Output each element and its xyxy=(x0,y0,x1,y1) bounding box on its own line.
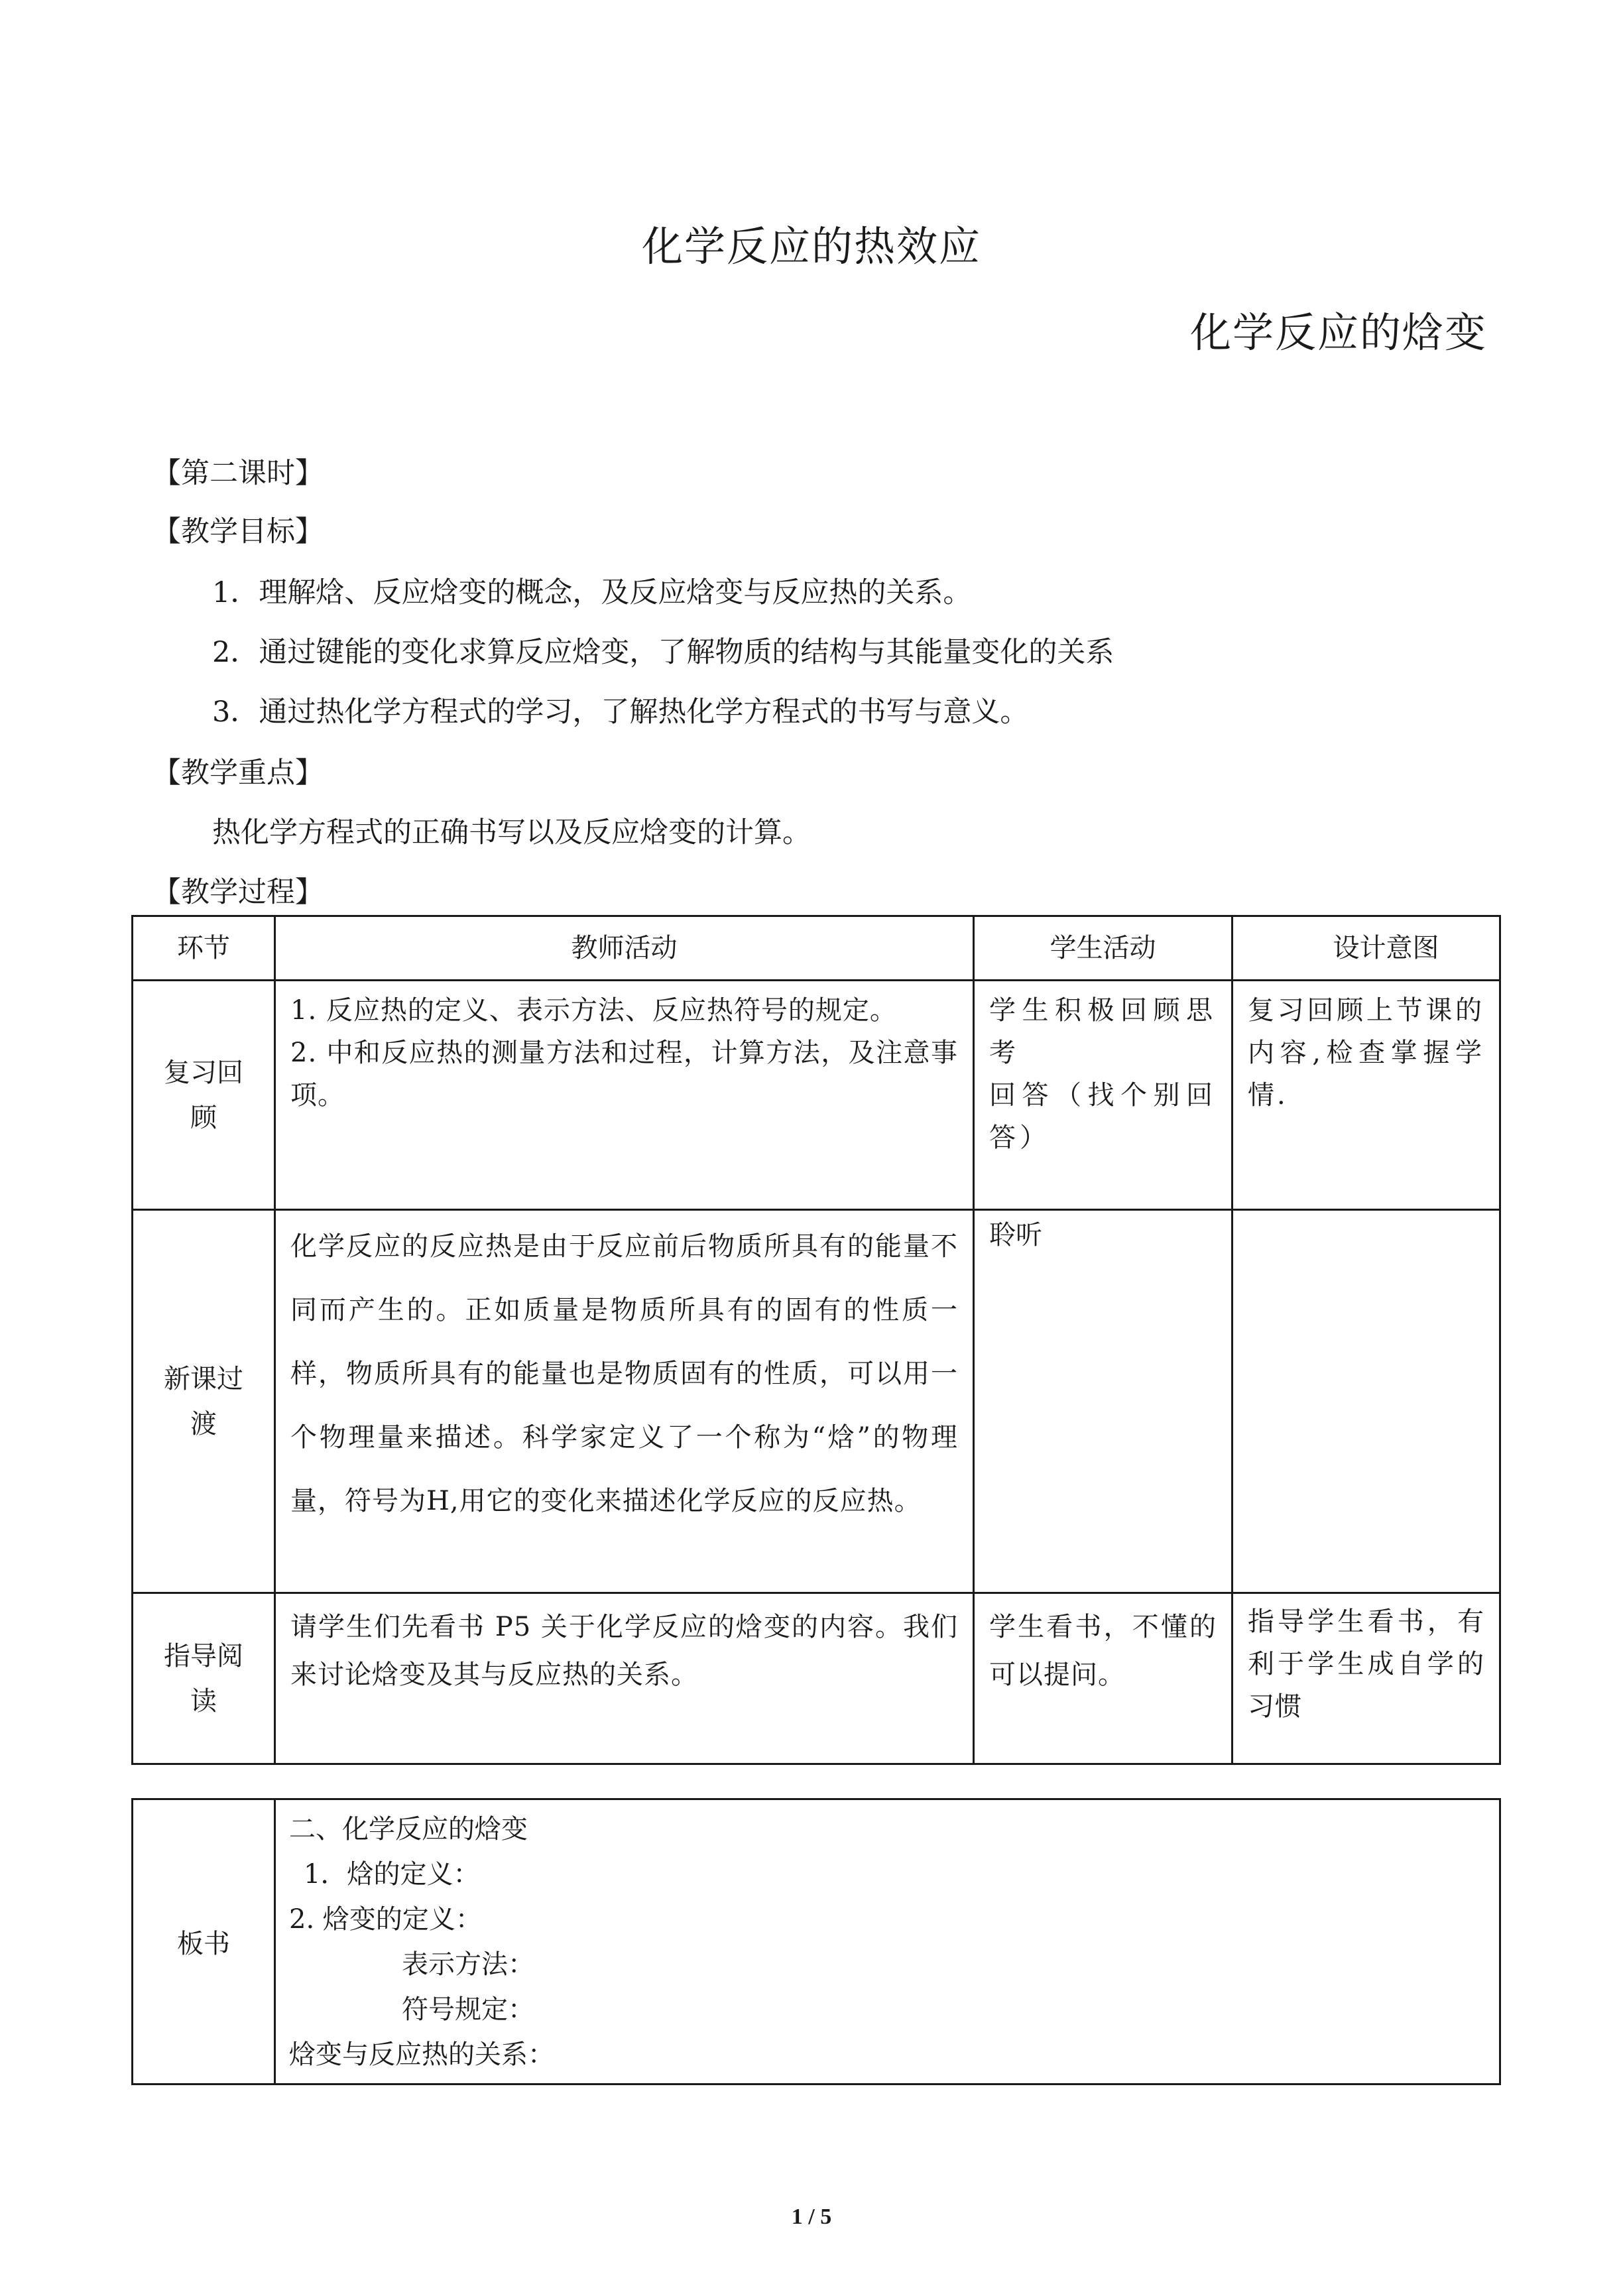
lesson-label: 【第二课时】 xyxy=(152,457,324,490)
stage-cell xyxy=(133,981,275,1210)
board-line: 焓变与反应热的关系： xyxy=(289,2039,554,2070)
board-content-cell xyxy=(275,1799,1500,2085)
goal-item: 1．理解焓、反应焓变的概念，及反应焓变与反应热的关系。 xyxy=(212,576,972,609)
student-cell xyxy=(974,1593,1232,1764)
key-heading: 【教学重点】 xyxy=(152,756,324,790)
board-line: 符号规定： xyxy=(402,1994,534,2025)
student-line: 回答（找个别回答） xyxy=(989,1080,1217,1153)
intent-cell xyxy=(1232,1210,1500,1593)
board-row xyxy=(133,1799,1500,2085)
board-line: 1．焓的定义： xyxy=(304,1859,480,1890)
teacher-line: 化学反应的反应热是由于反应前后物质所具有的能量不同而产生的。正如质量是物质所具有的固有的性质一样，物质所具有的能量也是物质固有的性质，可以用一个物理量来描述。科学家定义了一个称为“焓”的物理量，符号为H,用它的变化来描述化学反应的反应热。 xyxy=(290,1231,958,1516)
stage-label: 新课过渡 xyxy=(164,1363,243,1439)
intent-text: 复习回顾上节课的内容,检查掌握学情. xyxy=(1248,995,1484,1111)
header-teacher: 教师活动 xyxy=(275,916,974,981)
table-row xyxy=(133,1593,1500,1764)
board-line: 表示方法： xyxy=(402,1949,534,1980)
stage-label: 复习回顾 xyxy=(164,1057,243,1133)
board-label: 板书 xyxy=(177,1929,230,1959)
key-point: 热化学方程式的正确书写以及反应焓变的计算。 xyxy=(212,816,811,849)
header-stage: 环节 xyxy=(133,916,275,981)
stage-label: 指导阅读 xyxy=(164,1640,243,1717)
student-line: 学生积极回顾思考 xyxy=(989,995,1217,1068)
student-line: 学生看书，不懂的可以提问。 xyxy=(989,1612,1217,1690)
board-line: 2. 焓变的定义： xyxy=(289,1904,482,1935)
board-line: 二、化学反应的焓变 xyxy=(289,1814,528,1844)
table-header-row xyxy=(133,916,1500,981)
teacher-line: 1. 反应热的定义、表示方法、反应热符号的规定。 xyxy=(290,995,897,1026)
goals-heading: 【教学目标】 xyxy=(152,515,324,548)
intent-text: 指导学生看书，有利于学生成自学的习惯 xyxy=(1248,1606,1484,1722)
goal-item: 3．通过热化学方程式的学习，了解热化学方程式的书写与意义。 xyxy=(212,695,1029,729)
table-row xyxy=(133,981,1500,1210)
header-student: 学生活动 xyxy=(974,916,1232,981)
process-heading: 【教学过程】 xyxy=(152,876,324,909)
document-subtitle: 化学反应的焓变 xyxy=(1189,308,1487,357)
intent-cell xyxy=(1232,1593,1500,1764)
page-number: 1 / 5 xyxy=(791,2205,832,2229)
header-intent: 设计意图 xyxy=(1232,916,1500,981)
student-cell xyxy=(974,981,1232,1210)
teacher-cell xyxy=(275,981,974,1210)
teacher-line: 2. 中和反应热的测量方法和过程，计算方法，及注意事项。 xyxy=(290,1038,958,1111)
stage-cell xyxy=(133,1593,275,1764)
goal-item: 2．通过键能的变化求算反应焓变，了解物质的结构与其能量变化的关系 xyxy=(212,636,1114,669)
student-line: 聆听 xyxy=(989,1220,1042,1250)
teacher-cell xyxy=(275,1593,974,1764)
board-label-cell xyxy=(133,1799,275,2085)
blackboard-table xyxy=(131,1798,1501,2085)
table-row xyxy=(133,1210,1500,1593)
teaching-process-table xyxy=(131,915,1501,1765)
intent-cell xyxy=(1232,981,1500,1210)
document-title: 化学反应的热效应 xyxy=(641,222,981,271)
teacher-line: 请学生们先看书 P5 关于化学反应的焓变的内容。我们来讨论焓变及其与反应热的关系。 xyxy=(290,1612,958,1690)
student-cell xyxy=(974,1210,1232,1593)
teacher-cell xyxy=(275,1210,974,1593)
stage-cell xyxy=(133,1210,275,1593)
